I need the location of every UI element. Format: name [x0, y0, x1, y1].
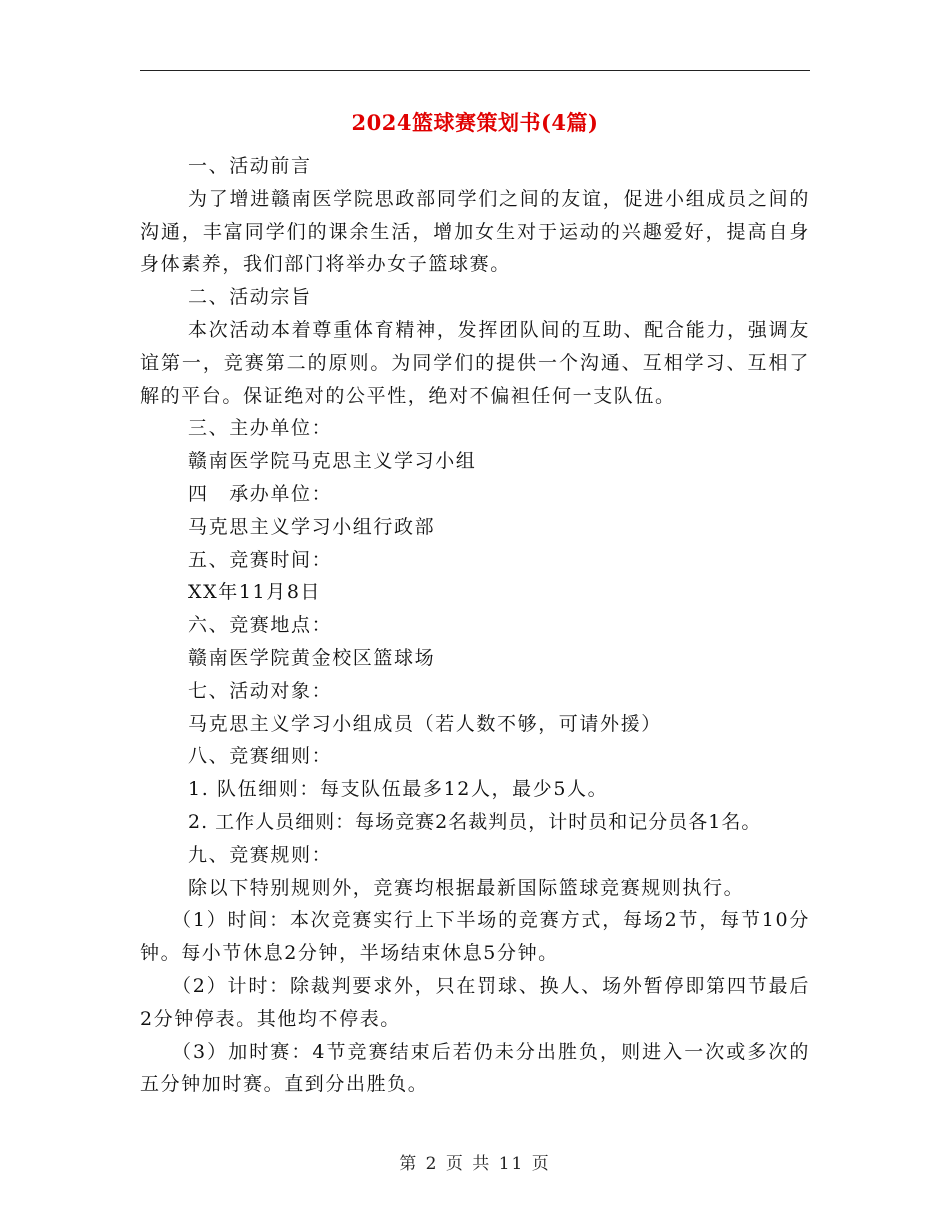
- section-1-heading: 一、活动前言: [188, 155, 312, 177]
- page-number: 第 2 页 共 11 页: [399, 1154, 551, 1174]
- document-body: [140, 150, 810, 1101]
- section-2-body: 本次活动本着尊重体育精神，发挥团队间的互助、配合能力，强调友谊第一，竞赛第二的原则。为同学们的提供一个沟通、互相学习、互相了解的平台。保证绝对的公平性，绝对不偏袒任何一支队伍。: [140, 318, 810, 407]
- section-9-rule-1: （1）时间：本次竞赛实行上下半场的竞赛方式，每场2节，每节10分钟。每小节休息2分钟，半场结束休息5分钟。: [140, 909, 810, 965]
- section-6-body: 赣南医学院黄金校区篮球场: [188, 646, 436, 669]
- section-6-heading: 六、竞赛地点：: [188, 614, 333, 637]
- section-3-body: 赣南医学院马克思主义学习小组: [188, 450, 477, 473]
- section-8-item-2: 2. 工作人员细则：每场竞赛2名裁判员，计时员和记分员各1名。: [188, 810, 762, 833]
- section-4-heading: 四 承办单位：: [188, 482, 333, 505]
- section-7-body: 马克思主义学习小组成员（若人数不够，可请外援）: [188, 712, 662, 735]
- section-8-item-1: 1. 队伍细则：每支队伍最多12人，最少5人。: [188, 778, 609, 801]
- section-8-heading: 八、竞赛细则：: [188, 745, 333, 768]
- section-5-body: XX年11月8日: [188, 581, 322, 604]
- section-9-rule-2: （2）计时：除裁判要求外，只在罚球、换人、场外暂停即第四节最后2分钟停表。其他均不停表。: [140, 974, 810, 1030]
- section-1-body: 为了增进赣南医学院思政部同学们之间的友谊，促进小组成员之间的沟通，丰富同学们的课余生活，增加女生对于运动的兴趣爱好，提高自身身体素养，我们部门将举办女子篮球赛。: [140, 187, 810, 276]
- document-title: 2024篮球赛策划书(4篇): [351, 110, 599, 135]
- section-5-heading: 五、竞赛时间：: [188, 548, 333, 571]
- section-9-heading: 九、竞赛规则：: [188, 843, 333, 866]
- section-4-body: 马克思主义学习小组行政部: [188, 515, 436, 538]
- section-7-heading: 七、活动对象：: [188, 679, 333, 702]
- section-9-rule-3: （3）加时赛：4节竞赛结束后若仍未分出胜负，则进入一次或多次的五分钟加时赛。直到分出胜负。: [140, 1040, 810, 1096]
- section-3-heading: 三、主办单位：: [188, 417, 333, 440]
- section-9-intro: 除以下特别规则外，竞赛均根据最新国际篮球竞赛规则执行。: [188, 876, 745, 899]
- header-rule: [140, 70, 810, 71]
- section-2-heading: 二、活动宗旨: [188, 286, 312, 309]
